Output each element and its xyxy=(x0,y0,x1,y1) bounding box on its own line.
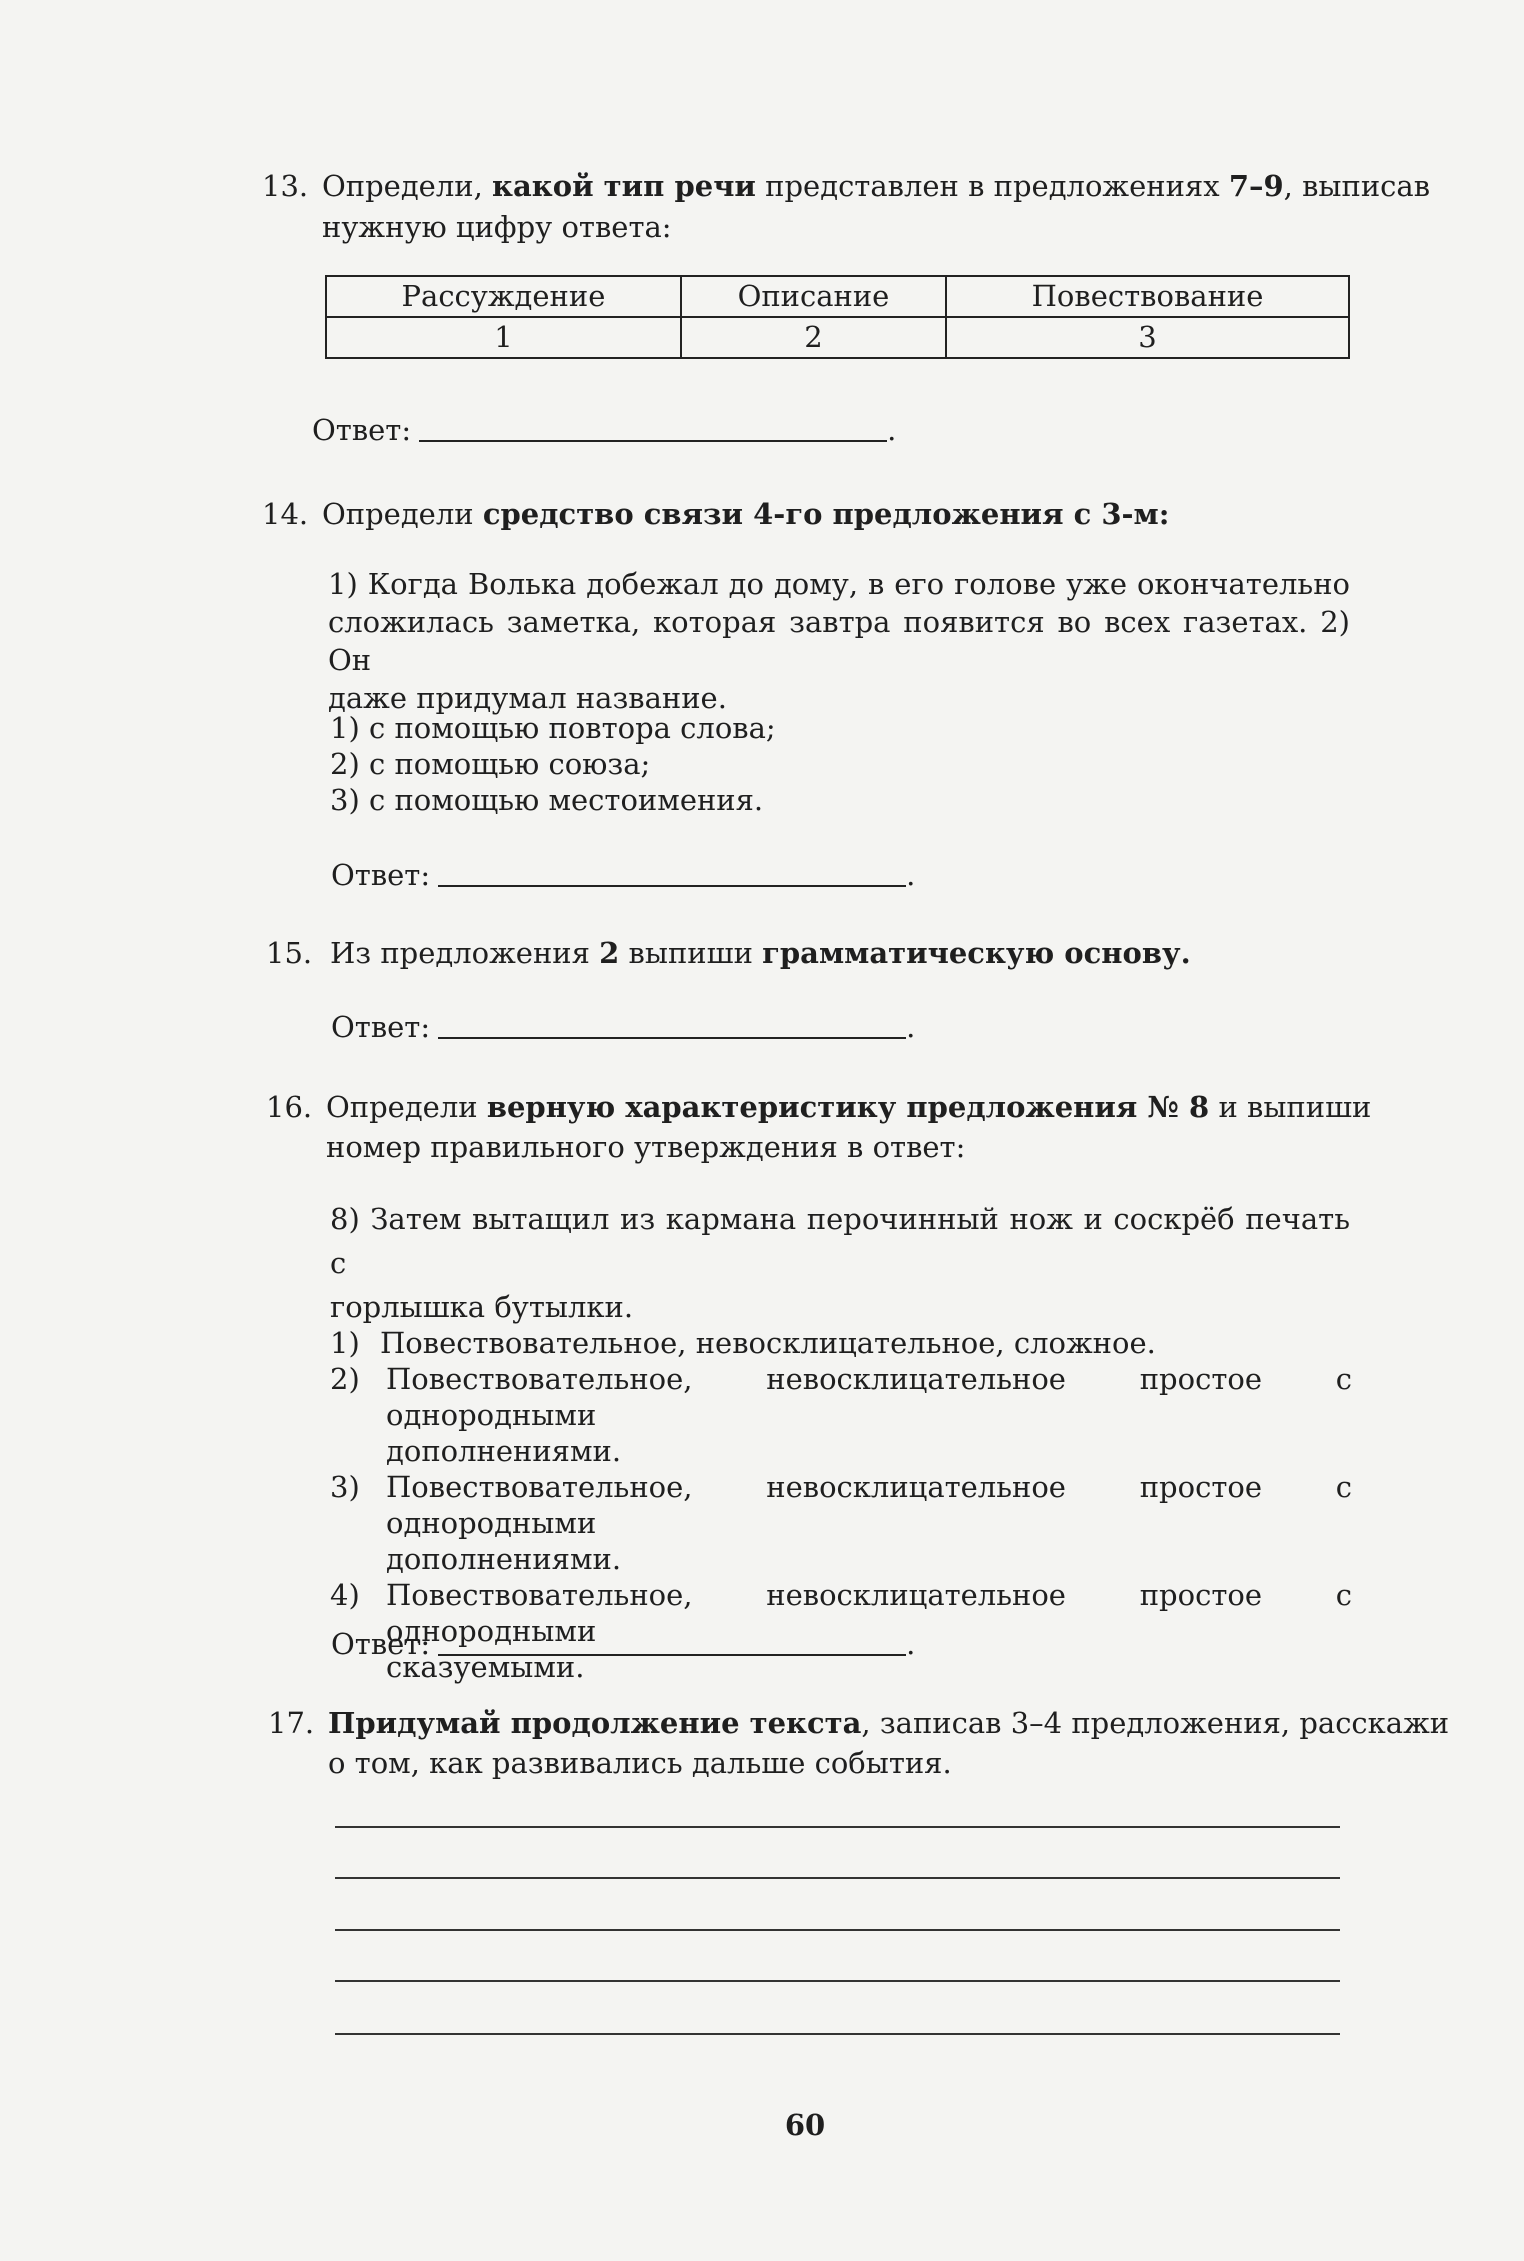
answer-row xyxy=(331,855,915,895)
answer-row xyxy=(331,1007,915,1047)
question-text-line-2: нужную цифру ответа: xyxy=(322,210,672,244)
answer-line xyxy=(438,855,906,887)
writing-line xyxy=(335,2033,1340,2035)
writing-input[interactable] xyxy=(335,1897,1344,1927)
table-cell: 1 xyxy=(326,317,681,358)
option-list xyxy=(330,710,776,818)
question-number: 14. xyxy=(262,497,309,531)
option-item: 3) с помощью местоимения. xyxy=(330,783,764,817)
answer-label: Ответ: xyxy=(331,858,431,892)
writing-input[interactable] xyxy=(335,2001,1344,2031)
option-item: 2) с помощью союза; xyxy=(330,747,651,781)
passage-text xyxy=(330,1197,1350,1329)
writing-line xyxy=(335,1877,1340,1879)
writing-input[interactable] xyxy=(335,1845,1344,1875)
passage-line: 8) Затем вытащил из кармана перочинный нож и соскрёб печать с xyxy=(330,1202,1350,1280)
option-item: 3) Повествовательное, невосклицательное простое с однородными дополнениями. xyxy=(330,1470,1352,1576)
period: . xyxy=(906,858,916,892)
question-text: Придумай продолжение текста, записав 3–4 предложения, расскажи xyxy=(328,1706,1450,1740)
passage-line: горлышка бутылки. xyxy=(330,1290,634,1324)
question-number: 13. xyxy=(262,169,309,203)
writing-input[interactable] xyxy=(335,1948,1344,1978)
passage-line: 1) Когда Волька добежал до дому, в его голове уже окончательно xyxy=(328,567,1350,601)
question-text: Определи средство связи 4-го предложения с 3-м: xyxy=(322,497,1170,531)
question-text: Из предложения 2 выпиши грамматическую основу. xyxy=(330,936,1191,970)
period: . xyxy=(906,1627,916,1661)
table-cell: 3 xyxy=(946,317,1349,358)
table-cell: 2 xyxy=(681,317,946,358)
answer-line xyxy=(438,1007,906,1039)
period: . xyxy=(887,413,897,447)
answer-input[interactable] xyxy=(438,1014,910,1044)
question-number: 15. xyxy=(266,936,313,970)
option-item: 1) с помощью повтора слова; xyxy=(330,711,776,745)
answer-input[interactable] xyxy=(438,862,910,892)
passage-line: сложилась заметка, которая завтра появится во всех газетах. 2) Он xyxy=(328,605,1350,677)
answer-line xyxy=(438,1624,906,1656)
page-number: 60 xyxy=(784,2108,826,2142)
speech-type-table xyxy=(325,275,1350,359)
question-text-line-2: номер правильного утверждения в ответ: xyxy=(326,1130,966,1164)
table-header-cell: Описание xyxy=(681,276,946,317)
question-number: 17. xyxy=(268,1706,315,1740)
question-text-line-2: о том, как развивались дальше события. xyxy=(328,1746,952,1780)
question-text: Определи верную характеристику предложения № 8 и выпиши xyxy=(326,1090,1372,1124)
option-item: 1) Повествовательное, невосклицательное, сложное. xyxy=(330,1326,1156,1360)
answer-label: Ответ: xyxy=(331,1010,431,1044)
table-header-cell: Повествование xyxy=(946,276,1349,317)
period: . xyxy=(906,1010,916,1044)
answer-label: Ответ: xyxy=(331,1627,431,1661)
passage-text xyxy=(328,565,1350,717)
option-item: 2) Повествовательное, невосклицательное простое с однородными дополнениями. xyxy=(330,1362,1352,1468)
answer-input[interactable] xyxy=(419,417,891,447)
answer-row xyxy=(312,410,896,450)
answer-input[interactable] xyxy=(438,1631,910,1661)
option-item: 4) Повествовательное, невосклицательное простое с однородными сказуемыми. xyxy=(330,1578,1352,1684)
answer-row xyxy=(331,1624,915,1664)
table-row xyxy=(326,276,1349,317)
table-header-cell: Рассуждение xyxy=(326,276,681,317)
answer-label: Ответ: xyxy=(312,413,412,447)
writing-line xyxy=(335,1929,1340,1931)
writing-line xyxy=(335,1980,1340,1982)
question-text: Определи, какой тип речи представлен в предложениях 7–9, выписав xyxy=(322,169,1431,203)
table-row xyxy=(326,317,1349,358)
answer-line xyxy=(419,410,887,442)
writing-input[interactable] xyxy=(335,1794,1344,1824)
question-number: 16. xyxy=(266,1090,313,1124)
writing-line xyxy=(335,1826,1340,1828)
passage-line: даже придумал название. xyxy=(328,681,727,715)
